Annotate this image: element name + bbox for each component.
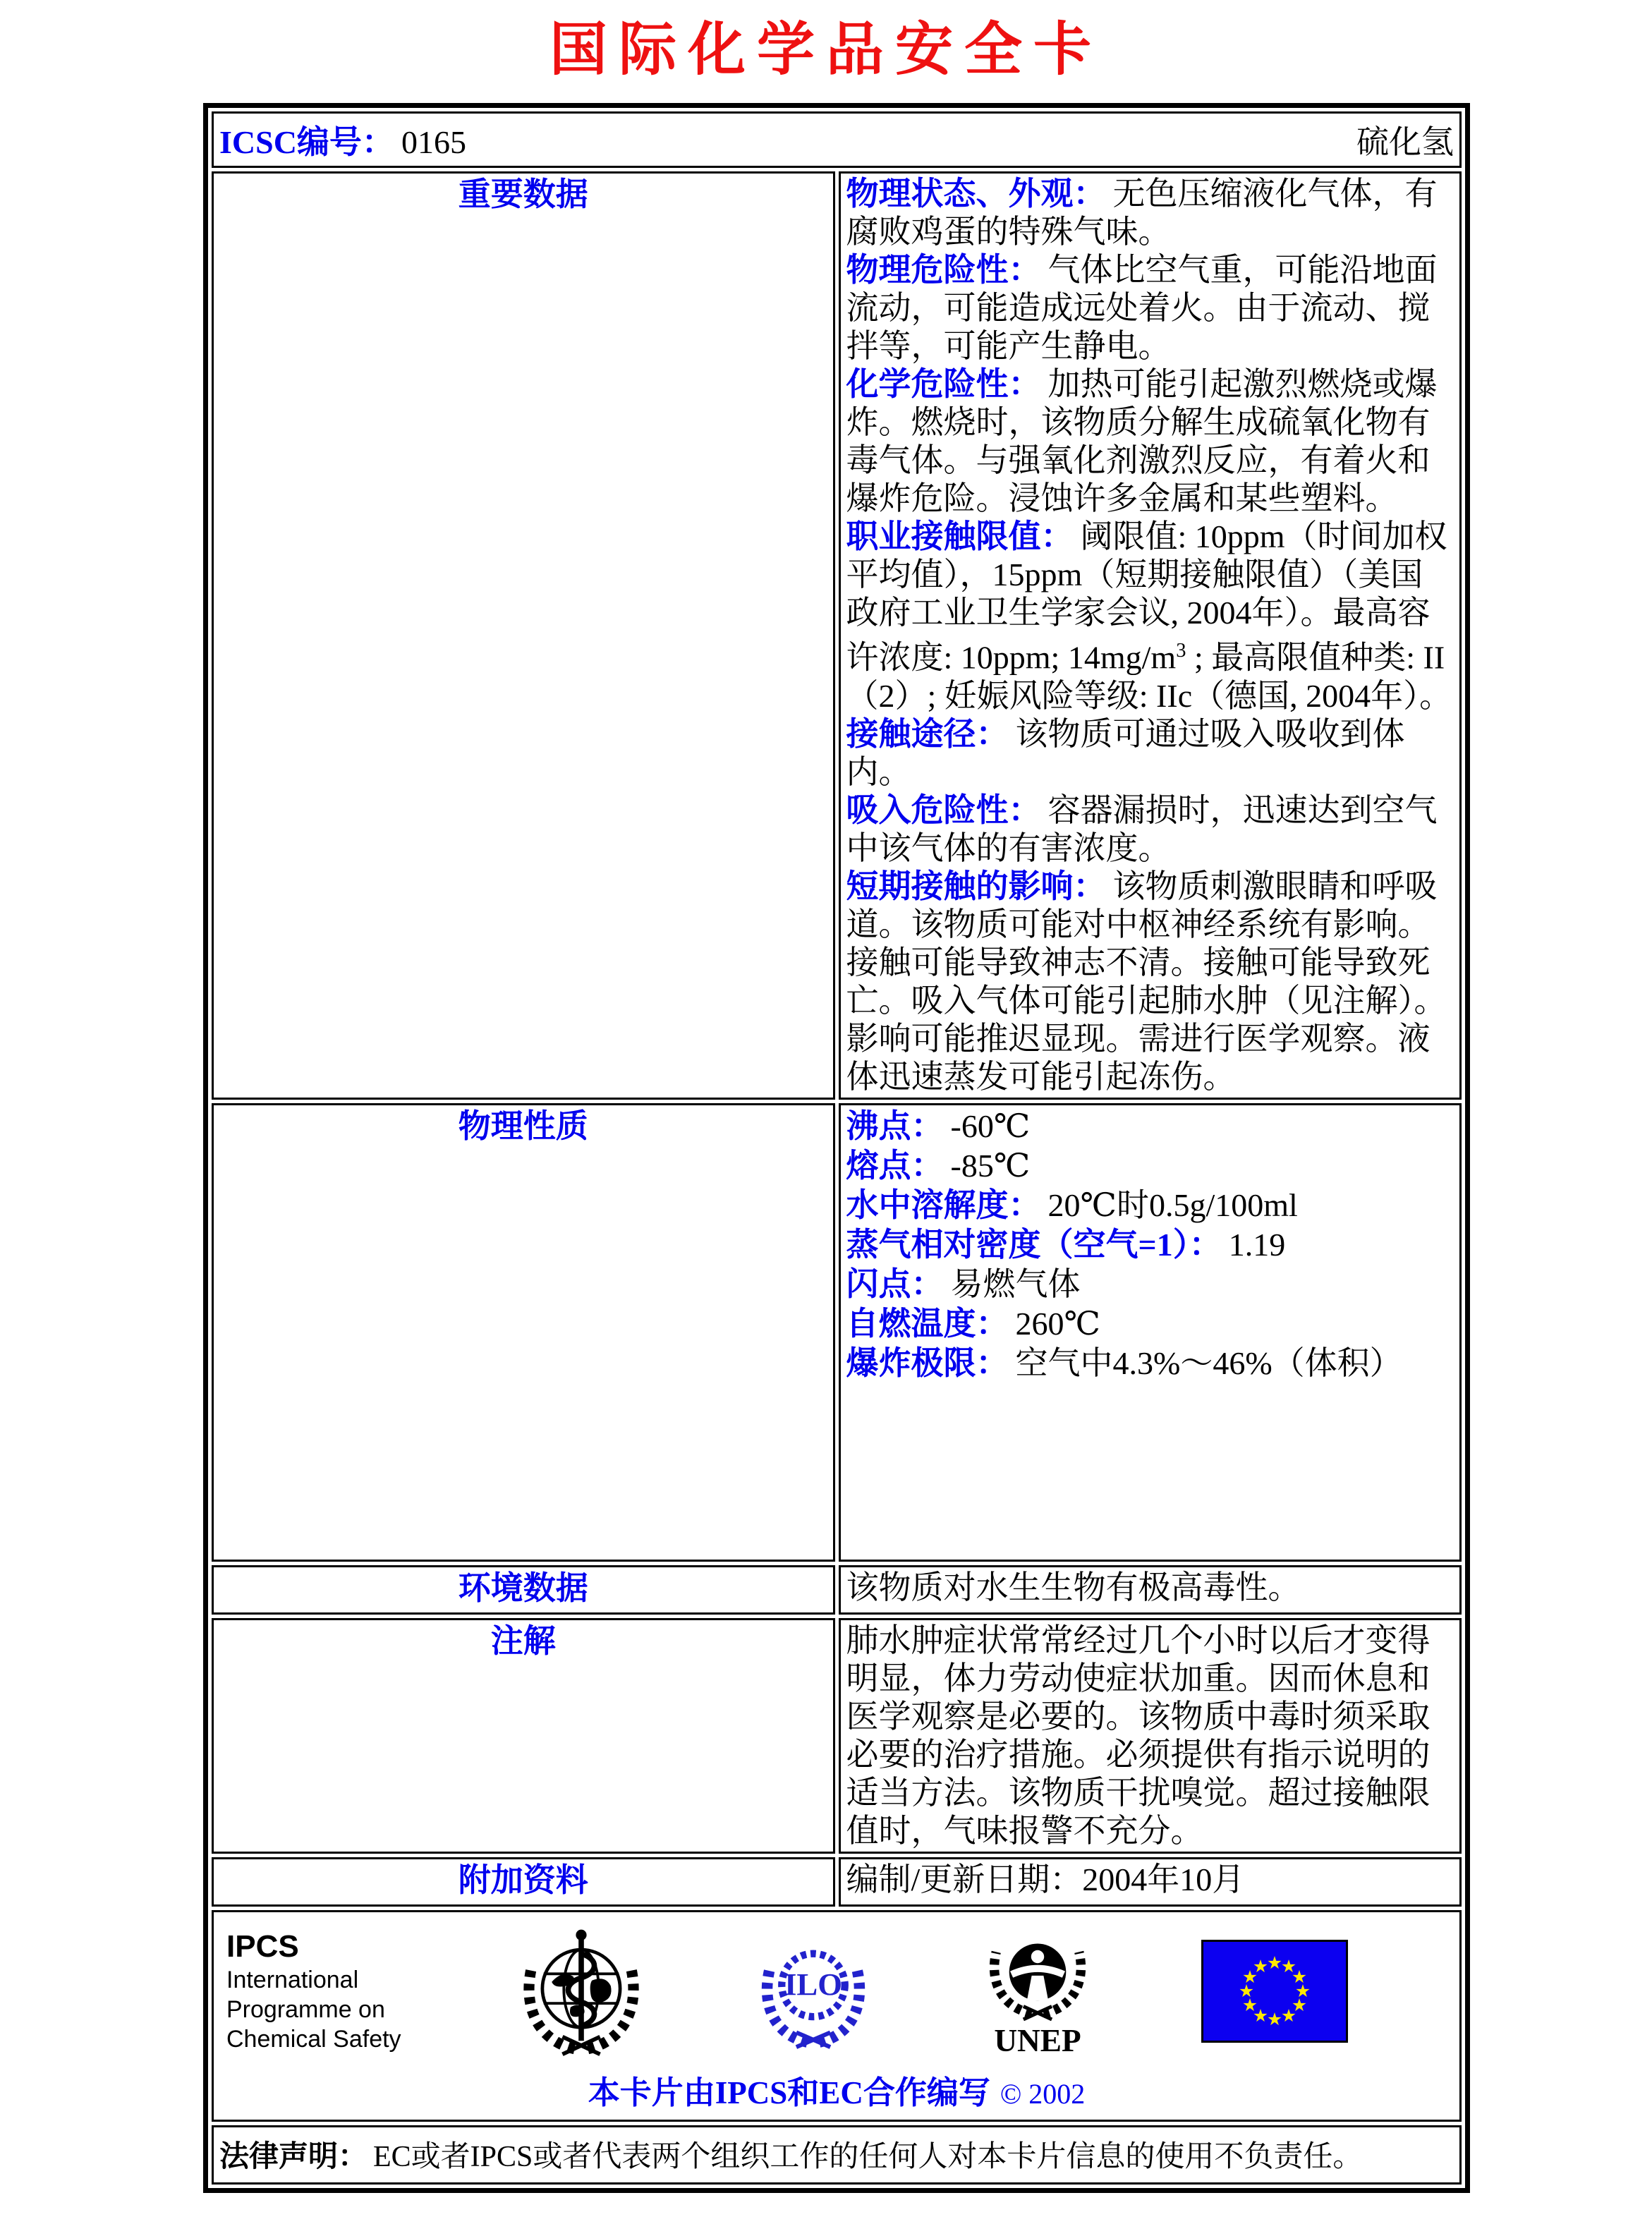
icsc-number-group	[219, 116, 466, 163]
unep-logo-artwork	[995, 1943, 1081, 2019]
field-label: 职业接触限值：	[846, 518, 1074, 555]
environmental-data-content-cell	[839, 1565, 1462, 1615]
eu-flag-field	[1203, 1941, 1347, 2042]
field-value: -85℃	[950, 1147, 1031, 1184]
field-explosive-limits	[846, 1344, 1454, 1383]
field-value: 无色压缩液化气体，有腐败鸡蛋的特殊气味。	[846, 176, 1438, 250]
ipcs-name: IPCS	[226, 1929, 299, 1964]
icsc-number-value: 0165	[401, 124, 466, 161]
field-value: 1.19	[1228, 1226, 1286, 1263]
environmental-data-text: 该物质对水生生物有极高毒性。	[846, 1569, 1301, 1605]
chemical-name: 硫化氢	[1356, 124, 1454, 161]
field-value: 20℃时0.5g/100ml	[1047, 1186, 1298, 1223]
field-label: 蒸气相对密度（空气=1）：	[846, 1226, 1222, 1263]
important-data-content-cell	[839, 171, 1462, 1099]
field-value-part1: 阈限值: 10ppm（时间加权平均值），15ppm（短期接触限值）（美国政府工业卫生学家会议, 2004年）。最高容许浓度: 10ppm; 14mg/m	[846, 518, 1447, 676]
physical-properties-row	[212, 1103, 1462, 1562]
field-label: 爆炸极限：	[846, 1344, 1009, 1381]
field-vapor-relative-density	[846, 1225, 1454, 1265]
field-physical-state-appearance	[846, 175, 1454, 251]
field-routes-of-exposure	[846, 715, 1454, 791]
who-logo-icon	[514, 1924, 648, 2058]
legal-notice-text: EC或者IPCS或者代表两个组织工作的任何人对本卡片信息的使用不负责任。	[373, 2140, 1363, 2173]
field-inhalation-risk	[846, 791, 1454, 868]
footer-caption-text: 本卡片由IPCS和EC合作编写	[588, 2074, 990, 2110]
ipcs-line-2: Programme on	[226, 1996, 385, 2024]
field-value: 加热可能引起激烈燃烧或爆炸。燃烧时，该物质分解生成硫氧化物有毒气体。与强氧化剂激烈反应，有着火和爆炸危险。浸蚀许多金属和某些塑料。	[846, 366, 1438, 517]
environmental-data-label-cell	[212, 1565, 835, 1615]
section-label-important-data: 重要数据	[458, 176, 588, 213]
field-autoignition-temperature	[846, 1304, 1454, 1344]
field-label: 自燃温度：	[846, 1305, 1009, 1342]
important-data-row	[212, 171, 1462, 1099]
field-boiling-point	[846, 1107, 1454, 1146]
field-value: 空气中4.3%～46%（体积）	[1015, 1344, 1402, 1381]
section-label-additional-info: 附加资料	[458, 1861, 588, 1898]
environmental-data-row	[212, 1565, 1462, 1615]
field-melting-point	[846, 1146, 1454, 1186]
field-label: 短期接触的影响：	[846, 868, 1106, 904]
ilo-logo-text: ILO	[784, 1967, 843, 2003]
field-label: 物理危险性：	[846, 252, 1041, 288]
field-label: 物理状态、外观：	[846, 176, 1106, 212]
field-value: 260℃	[1015, 1305, 1100, 1342]
physical-properties-content-cell	[839, 1103, 1462, 1562]
legal-notice-label: 法律声明：	[219, 2140, 368, 2173]
field-chemical-hazards	[846, 365, 1454, 518]
additional-info-text: 编制/更新日期：2004年10月	[846, 1861, 1245, 1897]
field-water-solubility	[846, 1186, 1454, 1225]
section-label-environmental-data: 环境数据	[458, 1569, 588, 1606]
field-value-part2: ; 最高限值种类: II（2）; 妊娠风险等级: IIc（德国, 2004年）。	[846, 639, 1452, 714]
important-data-label-cell	[212, 171, 835, 1099]
ipcs-line-3: Chemical Safety	[226, 2026, 401, 2053]
field-flash-point	[846, 1265, 1454, 1304]
notes-label-cell	[212, 1618, 835, 1854]
additional-info-row	[212, 1857, 1462, 1907]
logos-cell	[212, 1910, 1462, 2122]
field-label: 化学危险性：	[846, 366, 1041, 403]
section-label-physical-properties: 物理性质	[458, 1107, 588, 1144]
footer-caption	[219, 2067, 1454, 2113]
ipcs-text-block	[226, 1928, 410, 2054]
legal-notice-row	[212, 2125, 1462, 2185]
notes-content-cell	[839, 1618, 1462, 1854]
legal-notice-cell	[212, 2125, 1462, 2185]
page-title: 国际化学品安全卡	[549, 18, 1103, 82]
field-label: 闪点：	[846, 1265, 944, 1302]
field-value: 易燃气体	[950, 1265, 1081, 1302]
field-label: 水中溶解度：	[846, 1186, 1041, 1223]
field-label: 吸入危险性：	[846, 791, 1041, 828]
field-label: 沸点：	[846, 1107, 944, 1144]
additional-info-label-cell	[212, 1857, 835, 1907]
field-value: 该物质刺激眼睛和呼吸道。该物质可能对中枢神经系统有影响。接触可能导致神志不清。接触可能导致死亡。吸入气体可能引起肺水肿（见注解）。影响可能推迟显现。需进行医学观察。液体迅速蒸发可能引起冻伤。	[846, 868, 1447, 1095]
ilo-logo-icon	[753, 1931, 874, 2052]
icsc-number-row	[212, 111, 1462, 168]
additional-info-content-cell	[839, 1857, 1462, 1907]
field-short-term-exposure-effects	[846, 868, 1454, 1096]
eu-flag-icon	[1201, 1940, 1348, 2043]
superscript-3: 3	[1176, 640, 1186, 662]
section-label-notes: 注解	[490, 1622, 556, 1659]
field-label: 接触途径：	[846, 715, 1009, 752]
field-value: 该物质可通过吸入吸收到体内。	[846, 715, 1405, 790]
who-logo-artwork	[529, 1930, 633, 2055]
physical-properties-label-cell	[212, 1103, 835, 1562]
icsc-number-label: ICSC编号：	[219, 124, 394, 161]
field-label: 熔点：	[846, 1147, 944, 1184]
ipcs-line-1: International	[226, 1967, 359, 1994]
field-physical-hazards	[846, 251, 1454, 365]
notes-text: 肺水肿症状常常经过几个小时以后才变得明显，体力劳动使症状加重。因而休息和医学观察是必要的。该物质中毒时须采取必要的治疗措施。必须提供有指示说明的适当方法。该物质干扰嗅觉。超过接触限值时，气味报警不充分。	[846, 1622, 1431, 1849]
field-value: 容器漏损时，迅速达到空气中该气体的有害浓度。	[846, 791, 1438, 866]
logos-row	[212, 1910, 1462, 2122]
field-value: -60℃	[950, 1107, 1031, 1144]
icsc-number-cell	[212, 111, 1462, 168]
unep-logo-icon	[978, 1924, 1097, 2060]
field-occupational-exposure-limits	[846, 518, 1454, 715]
notes-row	[212, 1618, 1462, 1854]
field-value: 气体比空气重，可能沿地面流动，可能造成远处着火。由于流动、搅拌等，可能产生静电。	[846, 252, 1438, 365]
icsc-card-table	[203, 103, 1470, 2192]
unep-logo-text: UNEP	[994, 2022, 1081, 2058]
footer-caption-copyright: © 2002	[1000, 2077, 1086, 2110]
